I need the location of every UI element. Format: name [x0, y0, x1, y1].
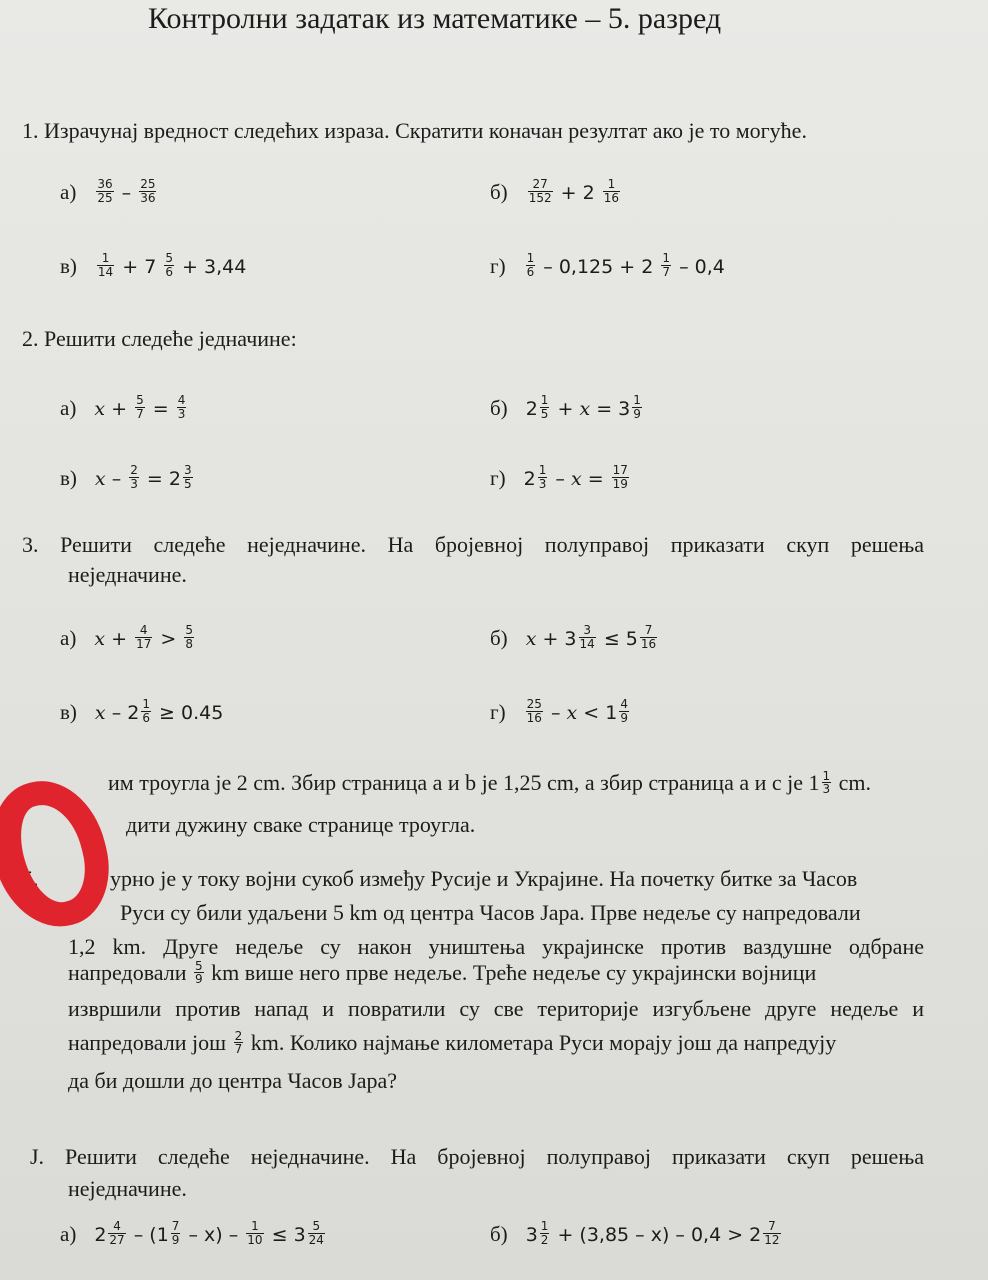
q3-item-b: б) x + 3 $\frac{3}{14}$ ≤ 5 $\frac{7}{16}$: [490, 623, 657, 651]
fraction: $\frac{4}{3}$: [177, 393, 186, 421]
fraction: $\frac{17}{19}$: [612, 463, 628, 491]
item-label: а): [60, 180, 77, 204]
q2-item-c: в) x – $\frac{2}{3}$ = 2 $\frac{3}{5}$: [60, 463, 192, 491]
question-6-text: Ј. Решити следеће неједначине. На бројевној полуправој приказати скуп решења: [30, 1144, 924, 1169]
question-1-text: 1. Израчунај вредност следећих израза. Скратити коначан резултат ако је то могуће.: [22, 118, 807, 143]
fraction: $\frac{1}{3}$: [822, 768, 831, 797]
fraction: $\frac{4}{17}$: [136, 623, 152, 651]
q6-item-b: б) 3 $\frac{1}{2}$ + (3,85 – x) – 0,4 > 2 $\frac{7}{12}$: [490, 1219, 780, 1247]
item-label: б): [490, 1222, 508, 1246]
fraction: $\frac{5}{7}$: [136, 393, 144, 421]
question-3-text-cont: неједначине.: [68, 562, 187, 587]
q2-item-b: б) 2 $\frac{1}{5}$ + x = 3 $\frac{1}{9}$: [490, 393, 641, 421]
q1-item-b: б) $\frac{27}{152}$ + 2 $\frac{1}{16}$: [490, 177, 620, 205]
red-marker-scribble: [0, 769, 122, 940]
question-5-line: напредовали још $\frac{2}{7}$ km. Колико најмање километара Руси морају још да напредују: [68, 1028, 837, 1057]
fraction: $\frac{1}{10}$: [247, 1219, 263, 1247]
question-5-number: 5.: [22, 866, 39, 891]
fraction: $\frac{1}{6}$: [526, 251, 535, 279]
fraction: $\frac{5}{8}$: [185, 623, 193, 651]
question-5-line: да би дошли до центра Часов Јара?: [68, 1068, 398, 1093]
item-label: г): [490, 700, 506, 724]
fraction: $\frac{1}{16}$: [603, 177, 620, 205]
item-label: а): [60, 626, 77, 650]
fraction: $\frac{7}{12}$: [764, 1219, 780, 1247]
fraction: $\frac{3}{5}$: [183, 463, 192, 491]
fraction: $\frac{1}{7}$: [662, 251, 671, 279]
fraction: $\frac{4}{9}$: [620, 697, 628, 725]
fraction: $\frac{5}{9}$: [195, 958, 203, 987]
q6-item-a: а) 2 $\frac{4}{27}$ – (1 $\frac{7}{9}$ – x) – $\frac{1}{10}$ ≤ 3 $\frac{5}{24}$: [60, 1219, 324, 1247]
question-4-text: им троугла је 2 cm. Збир страница a и b је 1,25 cm, а збир страница a и c је 1 $\frac{1}{3}$ cm.: [108, 768, 872, 797]
item-label: в): [60, 466, 77, 490]
q2-item-a: а) x + $\frac{5}{7}$ = $\frac{4}{3}$: [60, 393, 186, 421]
fraction: $\frac{2}{3}$: [130, 463, 138, 491]
item-label: б): [490, 626, 508, 650]
q3-item-a: а) x + $\frac{4}{17}$ > $\frac{5}{8}$: [60, 623, 193, 651]
question-4-text-cont: дити дужину сваке странице троугла.: [126, 812, 476, 837]
item-label: г): [490, 466, 506, 490]
fraction: $\frac{36}{25}$: [97, 177, 113, 205]
fraction: $\frac{3}{14}$: [579, 623, 595, 651]
item-label: в): [60, 254, 77, 278]
q1-item-c: в) $\frac{1}{14}$ + 7 $\frac{5}{6}$ + 3,44: [60, 251, 247, 279]
item-label: г): [490, 254, 506, 278]
item-label: а): [60, 1222, 77, 1246]
question-5-line: напредовали $\frac{5}{9}$ km више него прве недеље. Треће недеље су украјински војници: [68, 958, 817, 987]
question-3-text: 3. Решити следеће неједначине. На бројевној полуправој приказати скуп решења: [22, 532, 924, 557]
fraction: $\frac{25}{36}$: [140, 177, 156, 205]
fraction: $\frac{1}{3}$: [538, 463, 547, 491]
q2-item-d: г) 2 $\frac{1}{3}$ – x = $\frac{17}{19}$: [490, 463, 628, 491]
fraction: $\frac{1}{9}$: [633, 393, 641, 421]
fraction: $\frac{5}{24}$: [308, 1219, 324, 1247]
q3-item-d: г) $\frac{25}{16}$ – x < 1 $\frac{4}{9}$: [490, 697, 628, 725]
fraction: $\frac{1}{5}$: [540, 393, 549, 421]
fraction: $\frac{7}{9}$: [171, 1219, 180, 1247]
fraction: $\frac{27}{152}$: [528, 177, 552, 205]
question-5-line: урно је у току војни сукоб између Русије и Украјине. На почетку битке за Часов: [110, 866, 858, 891]
q3-item-c: в) x – 2 $\frac{1}{6}$ ≥ 0.45: [60, 697, 224, 725]
fraction: $\frac{7}{16}$: [640, 623, 657, 651]
question-5-line: 1,2 km. Друге недеље су након уништења украјинске против ваздушне одбране: [68, 934, 924, 959]
fraction: $\frac{1}{6}$: [142, 697, 150, 725]
item-label: в): [60, 700, 77, 724]
item-label: б): [490, 396, 508, 420]
item-label: а): [60, 396, 77, 420]
fraction: $\frac{1}{2}$: [540, 1219, 549, 1247]
question-6-text-cont: неједначине.: [68, 1176, 187, 1201]
q1-item-d: г) $\frac{1}{6}$ – 0,125 + 2 $\frac{1}{7}$ – 0,4: [490, 251, 725, 279]
page-title: Контролни задатак из математике – 5. разред: [148, 2, 722, 35]
fraction: $\frac{5}{6}$: [165, 251, 173, 279]
question-5-line: извршили против напад и повратили су све територије изгубљене друге недеље и: [68, 996, 924, 1021]
fraction: $\frac{1}{14}$: [97, 251, 114, 279]
q1-item-a: а) $\frac{36}{25}$ – $\frac{25}{36}$: [60, 177, 156, 205]
question-5-line: Руси су били удаљени 5 km од центра Часов Јара. Прве недеље су напредовали: [120, 900, 861, 925]
question-2-text: 2. Решити следеће једначине:: [22, 326, 297, 351]
fraction: $\frac{25}{16}$: [526, 697, 542, 725]
fraction: $\frac{2}{7}$: [234, 1028, 243, 1057]
fraction: $\frac{4}{27}$: [109, 1219, 125, 1247]
item-label: б): [490, 180, 508, 204]
